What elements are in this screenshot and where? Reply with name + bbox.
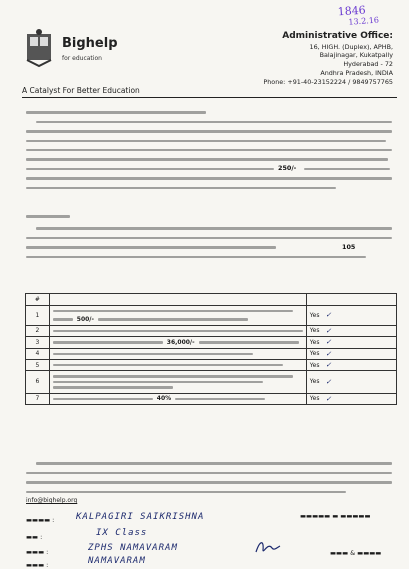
class-value: IX Class bbox=[96, 528, 148, 538]
handwritten-tick-icon: ✓ bbox=[325, 338, 332, 347]
answer-yes: Yes bbox=[309, 338, 320, 346]
question-text bbox=[49, 306, 306, 326]
address-line: Andhra Pradesh, INDIA bbox=[320, 68, 393, 77]
question-text bbox=[49, 325, 306, 336]
intro-paragraph bbox=[26, 108, 396, 193]
office-title: Administrative Office: bbox=[282, 31, 393, 41]
row-number: 3 bbox=[26, 337, 50, 348]
handwritten-tick-icon: ✓ bbox=[325, 311, 332, 320]
q3-amount: 36,000/- bbox=[166, 338, 195, 346]
col-header-answer bbox=[306, 294, 396, 306]
questionnaire-table bbox=[25, 293, 397, 405]
stamp-date: 13.2.16 bbox=[348, 15, 380, 27]
brand-subtitle: for education bbox=[62, 55, 102, 62]
handwritten-tick-icon: ✓ bbox=[325, 361, 332, 370]
row-number: 4 bbox=[26, 348, 50, 359]
bighelp-logo-icon bbox=[24, 28, 54, 68]
answer-yes: Yes bbox=[309, 361, 320, 369]
handwritten-tick-icon: ✓ bbox=[325, 377, 332, 386]
instructions-paragraph bbox=[26, 224, 396, 262]
received-stamp bbox=[337, 3, 379, 28]
office-address bbox=[243, 32, 393, 86]
row-number: 7 bbox=[26, 393, 50, 404]
address-line: 16, HIGH. (Duplex), APHB, bbox=[309, 42, 393, 51]
student-name: KALPAGIRI SAIKRISHNA bbox=[76, 512, 205, 522]
col-header-question bbox=[49, 294, 306, 306]
answer-yes: Yes bbox=[309, 378, 320, 386]
contact-email bbox=[26, 497, 77, 504]
tagline: A Catalyst For Better Education bbox=[22, 86, 140, 95]
row-number: 5 bbox=[26, 359, 50, 370]
address-line: Hyderabad - 72 bbox=[343, 60, 393, 69]
table-row bbox=[26, 348, 397, 359]
answer-yes: Yes bbox=[309, 311, 320, 319]
signature-icon bbox=[254, 538, 282, 556]
label-school: ▬▬▬ : bbox=[26, 548, 49, 556]
label-student-name: ▬▬▬▬ : bbox=[26, 516, 55, 524]
signature-label-right: ▬▬▬ & ▬▬▬▬ bbox=[330, 549, 382, 557]
answer-yes: Yes bbox=[309, 350, 320, 358]
phone-number: Phone: +91-40-23152224 / 9849757765 bbox=[263, 77, 393, 86]
label-village: ▬▬▬ : bbox=[26, 561, 49, 569]
table-row bbox=[26, 371, 397, 393]
village-value: NAMAVARAM bbox=[88, 556, 146, 566]
greeting-line bbox=[26, 212, 396, 221]
row-number: 1 bbox=[26, 306, 50, 326]
handwritten-tick-icon: ✓ bbox=[325, 394, 332, 403]
question-text bbox=[49, 348, 306, 359]
email-address[interactable]: info@bighelp.org bbox=[26, 497, 78, 504]
table-row bbox=[26, 393, 397, 404]
label-class: ▬▬ : bbox=[26, 533, 43, 541]
answer-yes: Yes bbox=[309, 395, 320, 403]
question-text bbox=[49, 359, 306, 370]
closing-paragraph bbox=[26, 459, 396, 497]
inline-amount: 250/- bbox=[278, 164, 297, 173]
col-header-no: # bbox=[26, 294, 50, 306]
signature-label-left: ▬▬▬▬▬ ▬ ▬▬▬▬▬ bbox=[300, 512, 371, 520]
question-text bbox=[49, 337, 306, 348]
row-number: 6 bbox=[26, 371, 50, 393]
table-row bbox=[26, 306, 397, 326]
header-divider bbox=[22, 97, 397, 98]
answer-yes: Yes bbox=[309, 327, 320, 335]
school-value: ZPHS NAMAVARAM bbox=[88, 543, 178, 553]
question-text bbox=[49, 371, 306, 393]
stamp-number: 1846 bbox=[337, 3, 367, 19]
table-row bbox=[26, 325, 397, 336]
table-row bbox=[26, 337, 397, 348]
table-row bbox=[26, 359, 397, 370]
handwritten-tick-icon: ✓ bbox=[325, 326, 332, 335]
handwritten-tick-icon: ✓ bbox=[325, 349, 332, 358]
q7-percent: 40% bbox=[156, 395, 172, 403]
question-text bbox=[49, 393, 306, 404]
inline-count: 105 bbox=[342, 242, 356, 251]
brand-name: Bighelp bbox=[62, 36, 118, 51]
row-number: 2 bbox=[26, 325, 50, 336]
address-line: Balajinagar, Kukatpally bbox=[319, 51, 393, 60]
q1-amount: 500/- bbox=[76, 316, 94, 324]
